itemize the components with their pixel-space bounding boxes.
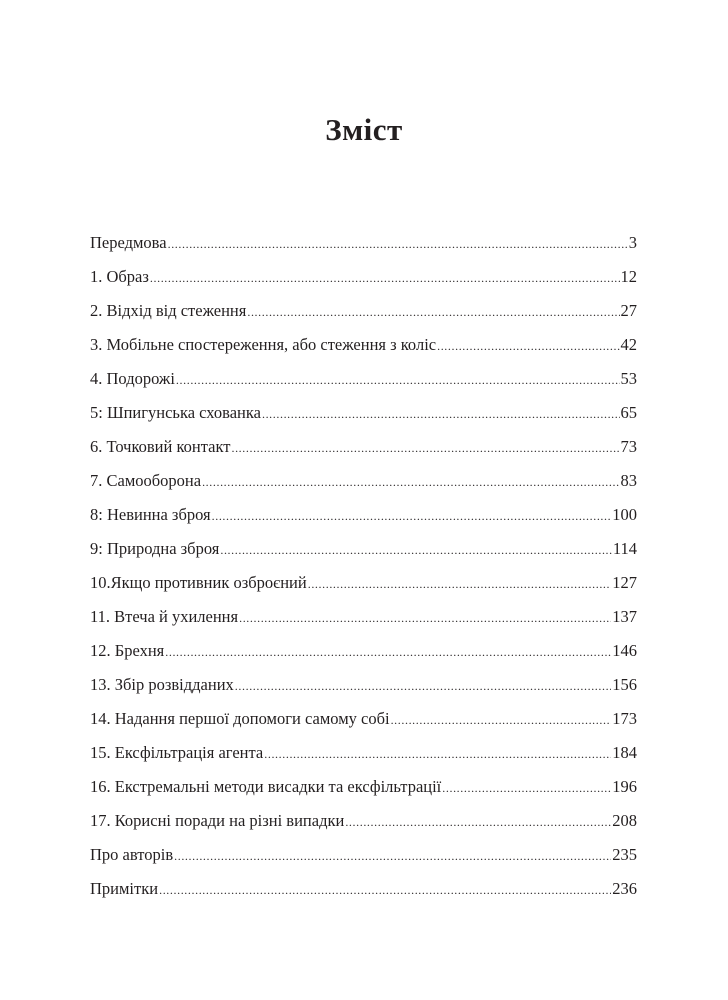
toc-entry — [90, 604, 637, 638]
toc-entry — [90, 570, 637, 604]
toc-entry-page: 83 — [620, 471, 637, 490]
toc-entry — [90, 434, 637, 468]
dot-leader — [247, 299, 619, 325]
toc-entry-page: 100 — [612, 505, 637, 524]
toc-entry — [90, 332, 637, 366]
toc-entry-page: 65 — [620, 403, 637, 422]
toc-entry-page: 73 — [620, 437, 637, 456]
dot-leader — [308, 571, 612, 597]
toc-entry-title: 10.Якщо противник озброєний — [90, 573, 307, 592]
dot-leader — [220, 537, 612, 563]
toc-entry-title: 6. Точковий контакт — [90, 437, 231, 456]
dot-leader — [437, 333, 619, 359]
toc-entry-page: 184 — [612, 743, 637, 762]
toc-entry-page: 173 — [612, 709, 637, 728]
toc-entry-title: 13. Збір розвідданих — [90, 675, 234, 694]
toc-entry-title: 4. Подорожі — [90, 369, 175, 388]
toc-entry-page: 235 — [612, 845, 637, 864]
toc-entry-title: 8: Невинна зброя — [90, 505, 211, 524]
toc-entry — [90, 842, 637, 876]
toc-entry-title: 12. Брехня — [90, 641, 165, 660]
toc-entry-title: 1. Образ — [90, 267, 149, 286]
toc-entry-page: 196 — [612, 777, 637, 796]
toc-entry-page: 127 — [612, 573, 637, 592]
toc-entry-title: 3. Мобільне спостереження, або стеження з коліс — [90, 335, 437, 354]
toc-entry-title: 5: Шпигунська схованка — [90, 403, 261, 422]
toc-entry-page: 114 — [612, 539, 637, 558]
toc-entry-page: 53 — [620, 369, 637, 388]
toc-entry-page: 146 — [612, 641, 637, 660]
toc-entry-page: 156 — [612, 675, 637, 694]
dot-leader — [442, 775, 611, 801]
dot-leader — [212, 503, 612, 529]
toc-entry-title: 11. Втеча й ухилення — [90, 607, 239, 626]
toc-entry-title: 2. Відхід від стеження — [90, 301, 247, 320]
toc-entry — [90, 298, 637, 332]
dot-leader — [345, 809, 611, 835]
toc-entry-title: 15. Ексфільтрація агента — [90, 743, 264, 762]
toc-entry-title: 14. Надання першої допомоги самому собі — [90, 709, 390, 728]
toc-entry-page: 208 — [612, 811, 637, 830]
toc-entry-page: 3 — [628, 233, 637, 252]
toc-entry — [90, 774, 637, 808]
dot-leader — [231, 435, 619, 461]
toc-entry-title: Передмова — [90, 233, 167, 252]
toc-entry-title: 9: Природна зброя — [90, 539, 220, 558]
toc-entry — [90, 400, 637, 434]
dot-leader — [150, 265, 620, 291]
page-title: Зміст — [325, 112, 403, 147]
table-of-contents — [90, 230, 637, 910]
toc-entry — [90, 264, 637, 298]
dot-leader — [159, 877, 611, 903]
toc-entry — [90, 502, 637, 536]
dot-leader — [165, 639, 611, 665]
toc-entry-page: 27 — [620, 301, 637, 320]
toc-entry — [90, 536, 637, 570]
toc-entry — [90, 876, 637, 910]
toc-entry — [90, 366, 637, 400]
dot-leader — [235, 673, 611, 699]
toc-entry — [90, 230, 637, 264]
toc-entry-page: 42 — [620, 335, 637, 354]
toc-entry-title: 7. Самооборона — [90, 471, 202, 490]
toc-entry-title: Примітки — [90, 879, 159, 898]
toc-entry — [90, 638, 637, 672]
toc-entry — [90, 672, 637, 706]
toc-entry — [90, 740, 637, 774]
toc-entry-page: 137 — [612, 607, 637, 626]
dot-leader — [202, 469, 619, 495]
toc-entry — [90, 706, 637, 740]
toc-entry — [90, 468, 637, 502]
toc-entry — [90, 808, 637, 842]
dot-leader — [168, 231, 628, 257]
dot-leader — [174, 843, 611, 869]
dot-leader — [176, 367, 620, 393]
toc-entry-title: 16. Екстремальні методи висадки та ексфільтрації — [90, 777, 442, 796]
dot-leader — [391, 707, 612, 733]
toc-entry-page: 236 — [612, 879, 637, 898]
toc-entry-page: 12 — [620, 267, 637, 286]
dot-leader — [264, 741, 611, 767]
dot-leader — [239, 605, 611, 631]
toc-entry-title: Про авторів — [90, 845, 174, 864]
toc-entry-title: 17. Корисні поради на різні випадки — [90, 811, 345, 830]
dot-leader — [262, 401, 620, 427]
